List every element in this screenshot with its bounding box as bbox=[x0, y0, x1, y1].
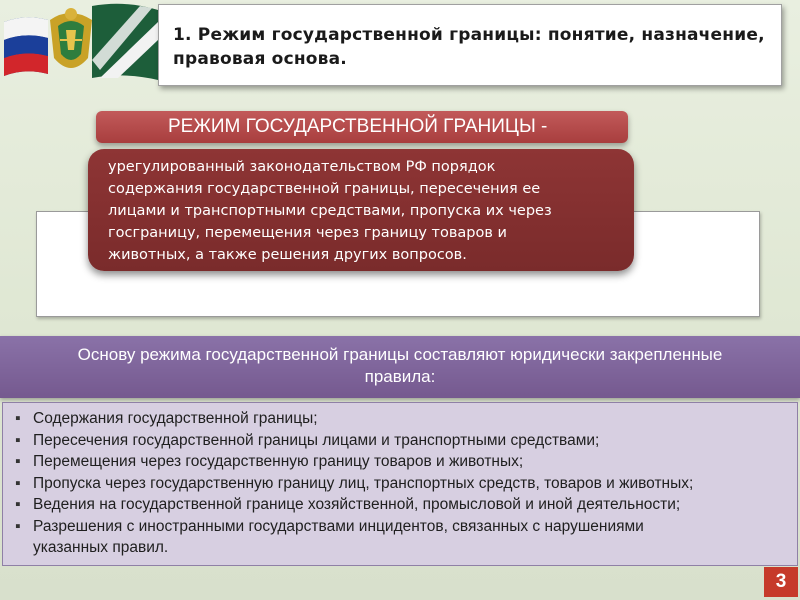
rules-list bbox=[11, 408, 787, 559]
list-item-text: Пропуска через государственную границу лиц, транспортных средств, товаров и животных; bbox=[33, 474, 694, 492]
list-item-text: Ведения на государственной границе хозяйственной, промысловой и иной деятельности; bbox=[33, 496, 681, 513]
list-item-text: указанных правил. bbox=[33, 539, 169, 556]
definition-line: содержания государственной границы, пересечения ее bbox=[108, 181, 541, 197]
border-service-flag-icon bbox=[92, 4, 158, 80]
definition-body bbox=[88, 149, 634, 271]
list-item-text: Пересечения государственной границы лицами и транспортными средствами; bbox=[33, 431, 600, 449]
definition-line: животных, а также решения других вопросов. bbox=[108, 247, 467, 263]
slide-title-line-2: правовая основа. bbox=[173, 49, 347, 69]
bullet-icon: ▪ bbox=[15, 431, 21, 449]
russian-flag-icon bbox=[4, 17, 48, 76]
list-item bbox=[11, 408, 787, 430]
definition-header: РЕЖИМ ГОСУДАРСТВЕННОЙ ГРАНИЦЫ - bbox=[96, 111, 628, 143]
basis-line-1: Основу режима государственной границы составляют юридически закрепленные bbox=[77, 345, 723, 364]
list-item-text: Содержания государственной границы; bbox=[33, 410, 318, 427]
bullet-icon: ▪ bbox=[15, 517, 21, 535]
rules-list-box bbox=[2, 402, 798, 566]
list-item-text: Разрешения с иностранными государствами инцидентов, связанных с нарушениями bbox=[33, 517, 644, 535]
definition-line: урегулированный законодательством РФ порядок bbox=[108, 159, 496, 175]
list-item bbox=[11, 473, 787, 495]
bullet-icon: ▪ bbox=[15, 496, 21, 513]
list-item-text: Перемещения через государственную границу товаров и животных; bbox=[33, 453, 524, 470]
header-emblem bbox=[0, 0, 160, 86]
flags-graphic bbox=[0, 0, 160, 86]
basis-line-2: правила: bbox=[364, 367, 436, 386]
list-item bbox=[11, 516, 787, 538]
bullet-icon: ▪ bbox=[15, 453, 21, 470]
page-number-badge: 3 bbox=[764, 567, 798, 597]
slide-title bbox=[158, 4, 782, 86]
slide-title-line-1: 1. Режим государственной границы: понятие, назначение, bbox=[173, 25, 765, 45]
definition-line: госграницу, перемещения через границу товаров и bbox=[108, 225, 507, 241]
list-item-continuation bbox=[11, 537, 787, 559]
definition-line: лицами и транспортными средствами, пропуска их через bbox=[108, 203, 552, 219]
bullet-icon: ▪ bbox=[15, 410, 21, 427]
list-item bbox=[11, 451, 787, 473]
bullet-icon: ▪ bbox=[15, 474, 21, 492]
list-item bbox=[11, 494, 787, 516]
list-item bbox=[11, 430, 787, 452]
coat-of-arms-icon bbox=[50, 8, 92, 68]
basis-statement bbox=[0, 336, 800, 398]
